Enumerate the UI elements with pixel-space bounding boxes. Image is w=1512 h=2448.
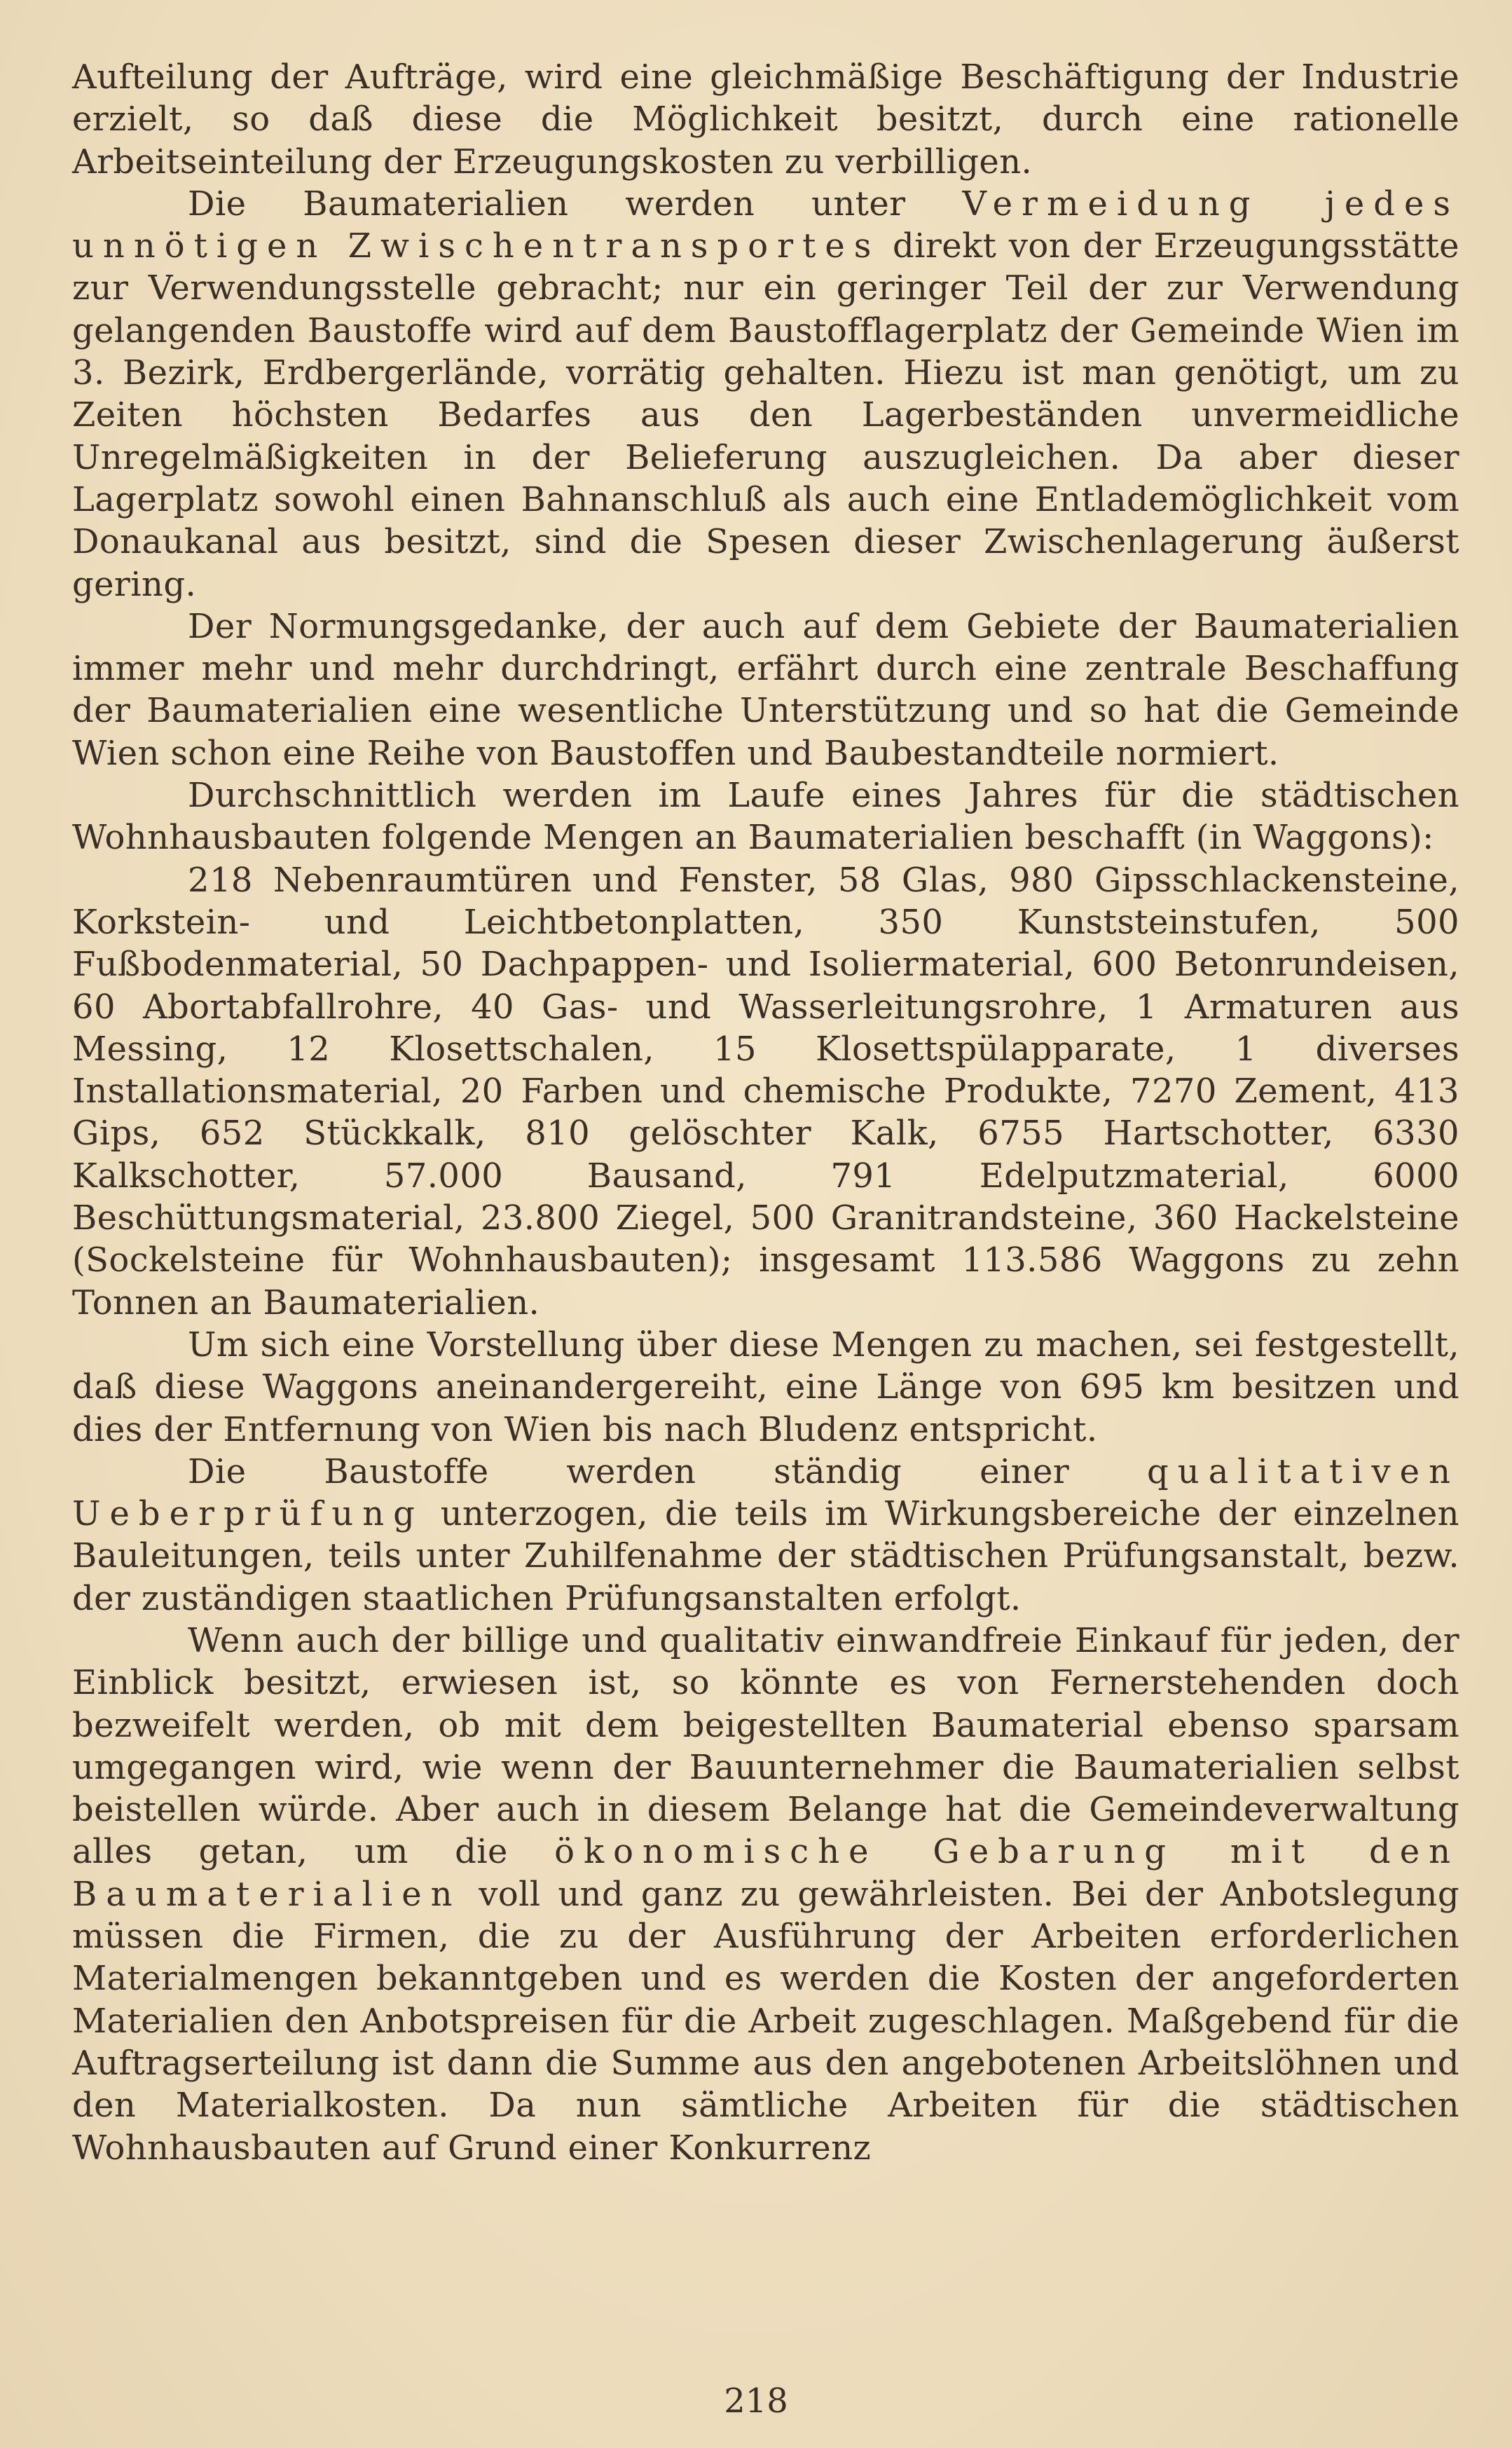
paragraph-text: 218 Nebenraumtüren und Fenster, 58 Glas, 980 Gipsschlackensteine, Korkstein- und Leichtbetonplatten, 350 Kunststeinstufen, 500 Fußbodenmaterial, 50 Dachpappen- und Isoliermaterial, 600 Betonrundeisen, 60 Abortabfallrohre, 40 Gas- und Wasserleitungsrohre, 1 Armaturen aus Messing, 12 Klosettschalen, 15 Klosettspülapparate, 1 diverses Installationsmaterial, 20 Farben und chemische Produkte, 7270 Zement, 413 Gips, 652 Stückkalk, 810 gelöschter Kalk, 6755 Hartschotter, 6330 Kalkschotter, 57.000 Bausand, 791 Edelputzmaterial, 6000 Beschüttungsmaterial, 23.800 Ziegel, 500 Granitrandsteine, 360 Hackelsteine (Sockelsteine für Wohnhausbauten); insgesamt 113.586 Waggons zu zehn Tonnen an Baumaterialien.	[72, 860, 1459, 1322]
paragraph-text: Der Normungsgedanke, der auch auf dem Gebiete der Baumaterialien immer mehr und mehr durchdringt, erfährt durch eine zentrale Beschaffung der Baumaterialien eine wesentliche Unterstützung und so hat die Gemeinde Wien schon eine Reihe von Baustoffen und Baubestandteile normiert.	[72, 606, 1459, 773]
paragraph-text: direkt von der Erzeugungsstätte zur Verwendungsstelle gebracht; nur ein geringer Teil der zur Verwendung gelangenden Baustoffe wird auf dem Baustofflagerplatz der Gemeinde Wien im 3. Bezirk, Erdbergerlände, vorrätig gehalten. Hiezu ist man genötigt, um zu Zeiten höchsten Bedarfes aus den Lagerbeständen unvermeidliche Unregelmäßigkeiten in der Belieferung auszugleichen. Da aber dieser Lagerplatz sowohl einen Bahnanschluß als auch eine Entlademöglichkeit vom Donaukanal aus besitzt, sind die Spesen dieser Zwischenlagerung äußerst gering.	[72, 226, 1459, 604]
paragraph-text: Um sich eine Vorstellung über diese Mengen zu machen, sei festgestellt, daß diese Waggons aneinandergereiht, eine Länge von 695 km besitzen und dies der Entfernung von Wien bis nach Bludenz entspricht.	[72, 1325, 1459, 1449]
paragraph-2	[72, 183, 1459, 606]
paragraph-1	[72, 56, 1459, 183]
paragraph-5-material-list	[72, 859, 1459, 1324]
paragraph-text: Wenn auch der billige und qualitativ einwandfreie Einkauf für jeden, der Einblick besitzt, erwiesen ist, so könnte es von Fernerstehenden doch bezweifelt werden, ob mit dem beigestellten Baumaterial ebenso sparsam umgegangen wird, wie wenn der Bauunternehmer die Baumaterialien selbst beistellen würde. Aber auch in diesem Belange hat die Gemeindeverwaltung alles getan, um die	[72, 1620, 1459, 1872]
spaced-emphasis: qualitativen Ueberprüfung	[72, 1451, 1459, 1534]
paragraph-text: Aufteilung der Aufträge, wird eine gleichmäßige Beschäftigung der Industrie erzielt, so daß diese die Möglichkeit besitzt, durch eine rationelle Arbeitseinteilung der Erzeugungskosten zu verbilligen.	[72, 57, 1459, 182]
paragraph-text: Durchschnittlich werden im Laufe eines Jahres für die städtischen Wohnhausbauten folgende Mengen an Baumaterialien beschafft (in Waggons):	[72, 776, 1459, 858]
paragraph-8	[72, 1620, 1459, 2169]
paragraph-4	[72, 774, 1459, 859]
paragraph-6	[72, 1324, 1459, 1451]
paragraph-3	[72, 606, 1459, 774]
paragraph-text: Die Baustoffe werden ständig einer	[188, 1451, 1148, 1491]
spaced-emphasis: Vermeidung jedes unnötigen Zwischentransportes	[72, 184, 1459, 266]
page-number: 218	[724, 2381, 788, 2421]
paragraph-text: Die Baumaterialien werden unter	[188, 184, 963, 224]
page-body	[72, 56, 1459, 2169]
paragraph-text: unterzogen, die teils im Wirkungsbereiche der einzelnen Bauleitungen, teils unter Zuhilfenahme der städtischen Prüfungsanstalt, bezw. der zuständigen staatlichen Prüfungsanstalten erfolgt.	[72, 1494, 1459, 1618]
paragraph-text: voll und ganz zu gewährleisten. Bei der Anbotslegung müssen die Firmen, die zu der Ausführung der Arbeiten erforderlichen Materialmengen bekanntgeben und es werden die Kosten der angeforderten Materialien den Anbotspreisen für die Arbeit zugeschlagen. Maßgebend für die Auftragserteilung ist dann die Summe aus den angebotenen Arbeitslöhnen und den Materialkosten. Da nun sämtliche Arbeiten für die städtischen Wohnhausbauten auf Grund einer Konkurrenz	[72, 1874, 1459, 2168]
paragraph-7	[72, 1451, 1459, 1620]
spaced-emphasis: ökonomische Gebarung mit den Baumaterialien	[72, 1832, 1460, 1914]
